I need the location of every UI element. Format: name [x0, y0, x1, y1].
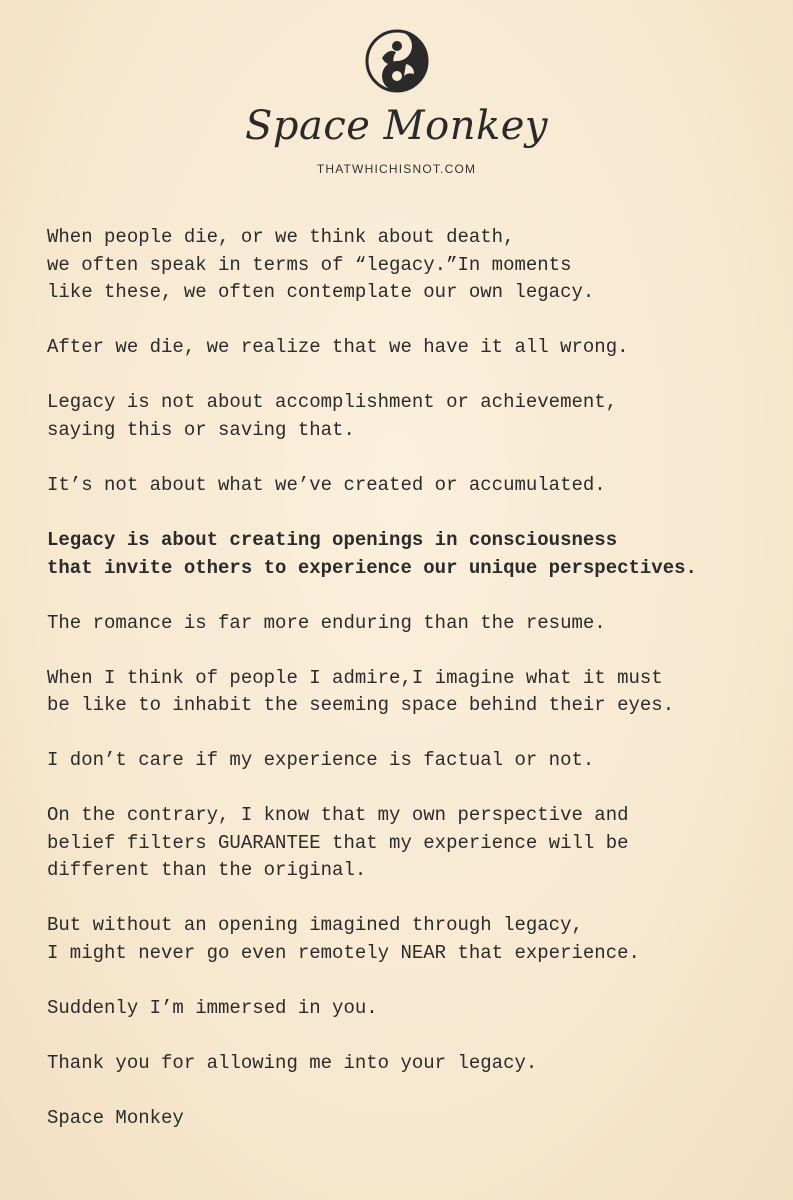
- text-line: It’s not about what we’ve created or accumulated.: [47, 473, 606, 496]
- text-line: I might never go even remotely NEAR that experience.: [47, 941, 640, 964]
- text-line: Thank you for allowing me into your legacy.: [47, 1051, 538, 1074]
- text-line: On the contrary, I know that my own perspective and: [47, 804, 629, 826]
- text-line: After we die, we realize that we have it all wrong.: [47, 336, 629, 358]
- text-line: When people die, or we think about death,: [47, 226, 515, 248]
- text-line: Suddenly I’m immersed in you.: [47, 996, 378, 1019]
- text-line: belief filters GUARANTEE that my experience will be: [47, 831, 629, 854]
- space-monkey-logo-icon: [364, 28, 430, 94]
- paragraph: [47, 527, 777, 582]
- text-line: But without an opening imagined through legacy,: [47, 914, 583, 936]
- paragraph: [47, 747, 777, 775]
- paragraph: [47, 610, 777, 638]
- paragraph: [47, 912, 777, 967]
- text-line: The romance is far more enduring than the resume.: [47, 611, 606, 634]
- text-line: we often speak in terms of “legacy.”In moments: [47, 253, 572, 276]
- site-url: THATWHICHISNOT.COM: [316, 162, 477, 176]
- letterhead: [0, 28, 793, 176]
- text-line: saying this or saving that.: [47, 418, 355, 441]
- text-line: Legacy is about creating openings in consciousness: [47, 529, 618, 551]
- text-line: that invite others to experience our unique perspectives.: [47, 556, 697, 579]
- brand-name: Space Monkey: [245, 103, 548, 149]
- text-line: Legacy is not about accomplishment or achievement,: [47, 391, 618, 413]
- paragraph: [47, 1105, 777, 1133]
- text-line: like these, we often contemplate our own legacy.: [47, 281, 595, 303]
- paragraph: [47, 995, 777, 1023]
- letter-body: [47, 224, 777, 1132]
- paragraph: [47, 389, 777, 444]
- text-line: I don’t care if my experience is factual or not.: [47, 749, 595, 771]
- text-line: When I think of people I admire,I imagine what it must: [47, 666, 663, 689]
- paragraph: [47, 1050, 777, 1078]
- text-line: different than the original.: [47, 859, 367, 881]
- paragraph: [47, 224, 777, 307]
- paragraph: [47, 802, 777, 885]
- text-line: be like to inhabit the seeming space behind their eyes.: [47, 694, 675, 716]
- text-line: Space Monkey: [47, 1106, 184, 1129]
- paragraph: [47, 334, 777, 362]
- paragraph: [47, 665, 777, 720]
- paragraph: [47, 472, 777, 500]
